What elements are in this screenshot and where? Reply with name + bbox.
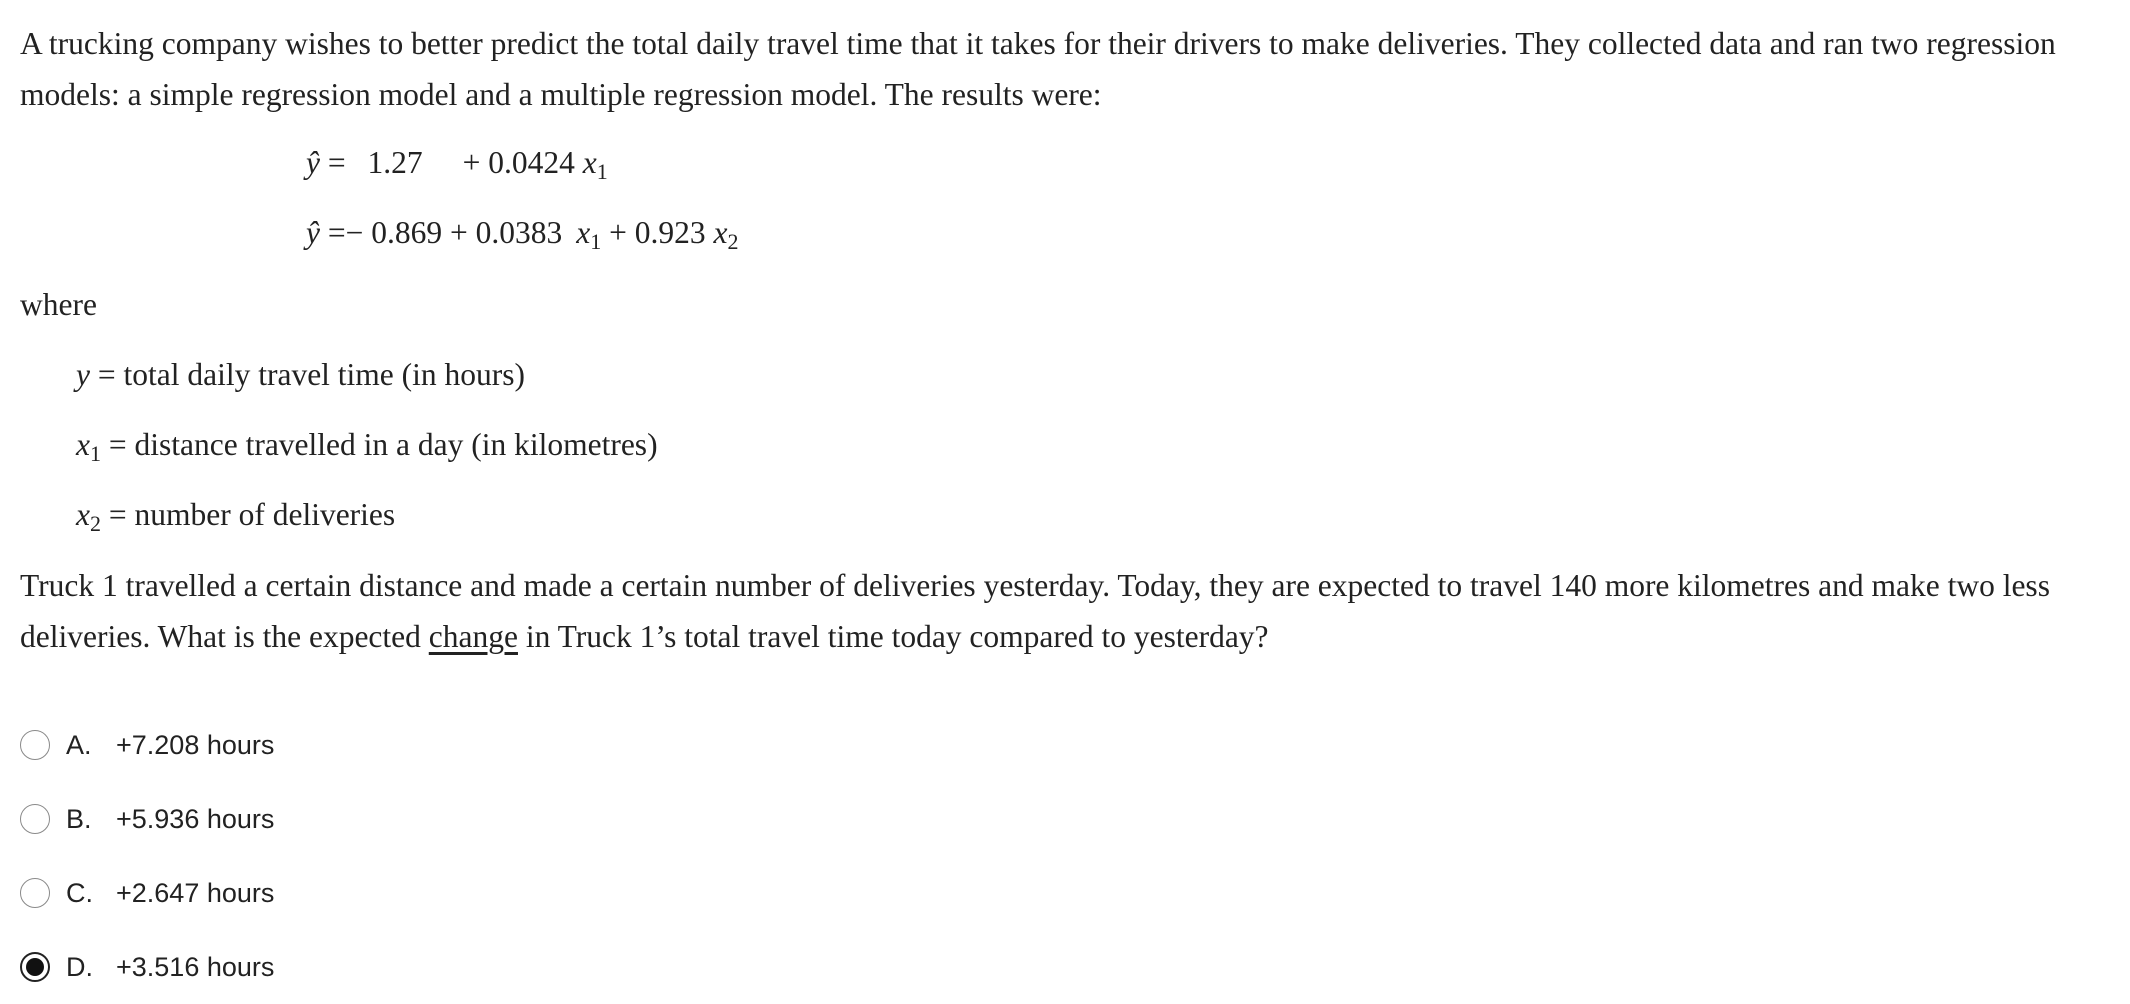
x1-subscript: 1 [590,229,602,254]
answer-option-a[interactable] [20,725,274,765]
option-letter: D. [66,951,93,982]
x1-subscript: 1 [89,441,101,466]
radio-button-b[interactable] [20,804,50,834]
option-letter: A. [66,729,92,760]
x2-variable: x [713,215,728,250]
y-hat-symbol: ŷ [306,145,320,180]
x1-variable: x [582,145,597,180]
intercept-value: 0.869 [371,215,443,250]
answer-option-d[interactable] [20,947,274,987]
radio-button-d[interactable] [20,952,50,982]
option-text: +7.208 hours [116,729,275,760]
x2-subscript: 2 [89,511,101,536]
simple-regression-equation [306,143,608,183]
option-text: +2.647 hours [116,877,275,908]
intercept-value: 1.27 [367,145,423,180]
answer-option-b[interactable] [20,799,274,839]
definition-x2 [76,495,395,535]
question-intro: A trucking company wishes to better predict the total daily travel time that it takes for their drivers to make deliveries. They collected data and ran two regression models: a simple regression model and a multiple regression model. The results were: [20,26,2056,112]
where-label: where [20,287,97,322]
option-text: +3.516 hours [116,951,275,982]
option-letter: B. [66,803,92,834]
definition-x1-text: = distance travelled in a day (in kilometres) [100,427,658,462]
question-text-end: in Truck 1’s total travel time today compared to yesterday? [517,619,1269,654]
definition-y [76,355,525,395]
x1-subscript: 1 [596,159,608,184]
x1-coefficient: + 0.0383 [450,215,563,250]
multiple-regression-equation [306,213,739,253]
question-text-start: Truck 1 travelled a certain distance and made a certain number of deliveries yesterday. Today, they are expected to travel 140 more kilometres and make two less deliveries. What is the expected [20,568,2050,654]
radio-button-c[interactable] [20,878,50,908]
question-emphasis-change: change [428,619,518,654]
x2-subscript: 2 [727,229,739,254]
option-letter: C. [66,877,93,908]
x1-variable: x [76,427,90,462]
equals-minus-sign: =− [319,215,372,250]
definition-x1 [76,425,658,465]
definition-x2-text: = number of deliveries [100,497,396,532]
radio-button-a[interactable] [20,730,50,760]
x2-variable: x [76,497,90,532]
y-variable: y [76,357,90,392]
y-hat-symbol: ŷ [306,215,320,250]
equals-sign: = [319,145,354,180]
x2-coefficient: + 0.923 [601,215,714,250]
definition-y-text: = total daily travel time (in hours) [89,357,526,392]
option-text: +5.936 hours [116,803,275,834]
x1-variable: x [576,215,591,250]
x1-coefficient: + 0.0424 [462,145,575,180]
question-prompt [20,560,2120,662]
answer-option-c[interactable] [20,873,274,913]
